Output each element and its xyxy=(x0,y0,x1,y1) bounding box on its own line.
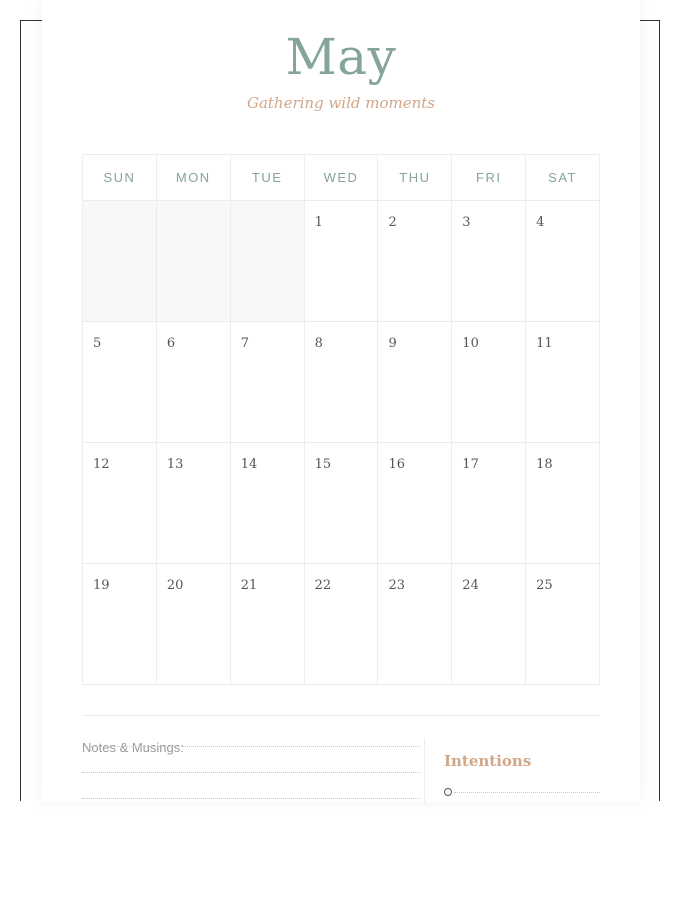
day-number: 17 xyxy=(462,457,479,472)
day-cell[interactable] xyxy=(157,443,231,564)
weekday-header-row xyxy=(83,155,599,201)
section-divider xyxy=(82,715,600,716)
intention-line xyxy=(454,792,600,793)
day-cell[interactable] xyxy=(83,564,157,685)
day-number: 11 xyxy=(536,336,553,351)
notes-intentions-separator xyxy=(424,738,425,802)
notes-line[interactable] xyxy=(82,772,420,773)
weekday-sun: SUN xyxy=(83,155,157,201)
weekday-wed: WED xyxy=(305,155,379,201)
day-cell[interactable] xyxy=(157,322,231,443)
day-number: 1 xyxy=(314,215,323,230)
week-row xyxy=(83,201,599,322)
weekday-sat: SAT xyxy=(526,155,599,201)
day-number: 3 xyxy=(462,215,471,230)
day-number: 25 xyxy=(536,578,553,593)
day-number: 18 xyxy=(536,457,553,472)
day-number: 10 xyxy=(462,336,479,351)
intentions-title: Intentions xyxy=(444,752,532,770)
planner-page xyxy=(42,0,640,802)
day-number: 4 xyxy=(536,215,545,230)
day-cell[interactable] xyxy=(378,564,452,685)
day-cell-empty xyxy=(83,201,157,322)
day-cell[interactable] xyxy=(231,564,305,685)
day-number: 2 xyxy=(388,215,397,230)
day-cell[interactable] xyxy=(526,201,599,322)
week-row xyxy=(83,564,599,685)
day-number: 16 xyxy=(388,457,405,472)
day-cell[interactable] xyxy=(378,443,452,564)
day-cell[interactable] xyxy=(83,443,157,564)
day-cell[interactable] xyxy=(231,322,305,443)
day-number: 15 xyxy=(314,457,332,472)
day-number: 20 xyxy=(166,578,184,593)
notes-label: Notes & Musings: xyxy=(82,740,184,755)
day-cell[interactable] xyxy=(526,322,599,443)
day-number: 9 xyxy=(388,336,397,351)
day-cell[interactable] xyxy=(305,201,379,322)
day-number: 19 xyxy=(93,578,110,593)
day-cell[interactable] xyxy=(231,443,305,564)
day-cell[interactable] xyxy=(526,564,599,685)
notes-line[interactable] xyxy=(82,746,420,747)
notes-line[interactable] xyxy=(82,798,420,799)
day-cell[interactable] xyxy=(526,443,599,564)
day-number: 22 xyxy=(314,578,332,593)
weekday-fri: FRI xyxy=(452,155,526,201)
day-cell[interactable] xyxy=(305,564,379,685)
day-number: 14 xyxy=(240,457,258,472)
day-cell[interactable] xyxy=(378,201,452,322)
day-cell[interactable] xyxy=(305,443,379,564)
day-number: 23 xyxy=(388,578,405,593)
day-cell[interactable] xyxy=(452,201,526,322)
month-subtitle: Gathering wild moments xyxy=(246,94,436,112)
day-cell-empty xyxy=(231,201,305,322)
weekday-mon: MON xyxy=(157,155,231,201)
day-cell[interactable] xyxy=(452,564,526,685)
day-number: 6 xyxy=(166,336,176,351)
day-cell[interactable] xyxy=(378,322,452,443)
day-number: 8 xyxy=(314,336,323,351)
day-number: 5 xyxy=(93,336,102,351)
week-row xyxy=(83,443,599,564)
day-number: 12 xyxy=(93,457,110,472)
day-cell[interactable] xyxy=(83,322,157,443)
weekday-tue: TUE xyxy=(231,155,305,201)
circle-bullet-icon xyxy=(444,788,452,796)
day-cell[interactable] xyxy=(305,322,379,443)
weekday-thu: THU xyxy=(378,155,452,201)
calendar-grid xyxy=(82,154,600,685)
day-cell[interactable] xyxy=(157,564,231,685)
intention-item[interactable] xyxy=(444,788,600,798)
day-number: 24 xyxy=(462,578,479,593)
day-number: 7 xyxy=(240,336,249,351)
day-cell[interactable] xyxy=(452,322,526,443)
week-row xyxy=(83,322,599,443)
intentions-section xyxy=(444,752,600,770)
day-cell-empty xyxy=(157,201,231,322)
day-number: 13 xyxy=(166,457,184,472)
day-cell[interactable] xyxy=(452,443,526,564)
month-title: May xyxy=(285,28,397,86)
day-number: 21 xyxy=(240,578,258,593)
